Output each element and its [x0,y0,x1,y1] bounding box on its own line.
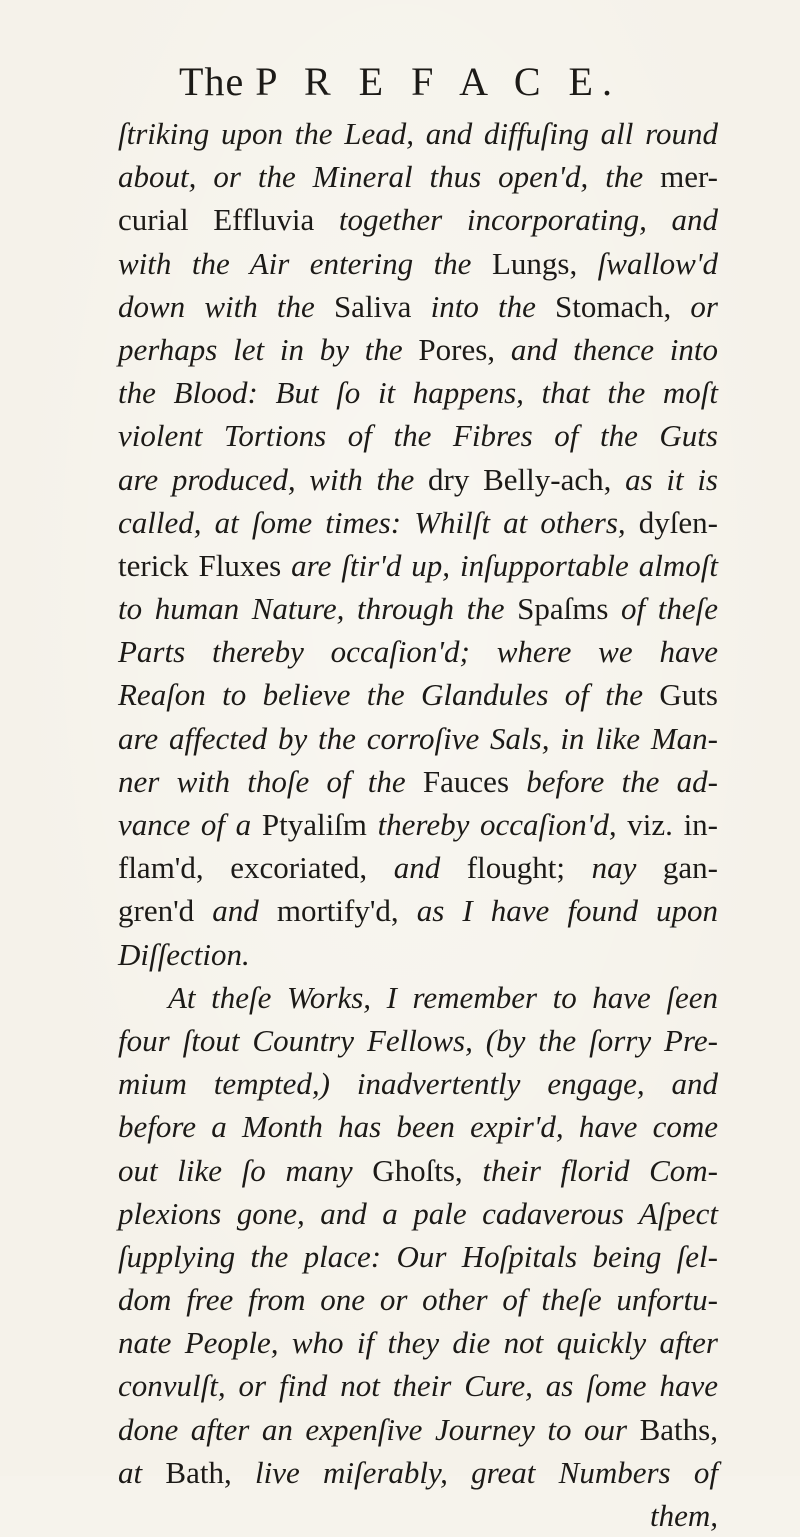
text-line [118,1278,718,1321]
text-segment: are affected by the corroſive Sals, in like Man- [118,720,718,756]
text-line [118,1149,718,1192]
text-segment: curial Effluvia [118,202,339,238]
text-segment: Stomach, [555,288,691,324]
text-segment: down with the [118,288,334,324]
text-segment: and thence into [510,331,719,367]
text-line [118,587,718,630]
text-line [118,328,718,371]
preface-body-text [118,112,718,1537]
text-line [118,285,718,328]
text-line [118,1105,718,1148]
text-segment: perhaps let in by the [118,331,419,367]
text-segment: dry Belly-ach, [428,461,626,497]
text-line [118,544,718,587]
text-segment: and [393,850,467,886]
text-segment: Parts thereby occaſion'd; where we have [118,634,718,670]
text-line [118,198,718,241]
text-segment: Baths, [639,1411,718,1447]
text-segment: are ſtir'd up, inſupportable almoſt [291,547,718,583]
text-segment: dyſen- [638,504,718,540]
text-line [118,803,718,846]
text-line [118,673,718,716]
text-segment: mer- [660,159,718,195]
text-segment: called, at ſome times: Whilſt at others, [118,504,639,540]
text-segment: terick Fluxes [118,547,292,583]
text-segment: flought; [466,850,592,886]
text-segment: nate People, who if they die not quickly after [118,1325,718,1361]
text-segment: of theſe [621,591,718,627]
text-segment: four ſtout Country Fellows, (by the ſorry Pre- [118,1022,718,1058]
text-line [118,458,718,501]
text-line [118,155,718,198]
text-segment: flam'd, excoriated, [118,850,394,886]
text-line [118,1494,718,1537]
text-segment: viz. in- [627,807,719,842]
text-segment: Lungs, [491,245,598,281]
text-segment: Ghoſts, [372,1152,483,1188]
running-header [0,59,800,104]
text-segment: out like ſo many [118,1152,373,1188]
text-line [118,112,718,155]
text-line [118,242,718,285]
text-segment: Spaſms [517,591,622,627]
text-segment: Diſſection. [118,936,250,972]
text-line [118,760,718,803]
text-segment: thereby occaſion'd, [377,807,628,842]
text-line [118,1062,718,1105]
text-segment: with the Air entering the [118,245,492,281]
text-segment: before the ad- [526,763,718,799]
text-segment: vance of a [118,807,262,842]
text-segment: their florid Com- [482,1152,718,1188]
text-segment: Guts [659,677,718,713]
text-segment: mium tempted,) inadvertently engage, and [118,1066,718,1102]
text-segment: live miſerably, great Numbers of [254,1454,718,1490]
text-line [118,371,718,414]
text-line [118,976,718,1019]
text-segment: the Blood: But ſo it happens, that the moſt [118,375,718,411]
text-segment: or [690,288,718,324]
text-segment: mortify'd, [276,893,417,929]
text-line [118,846,718,889]
text-segment: as it is [625,461,718,497]
text-line [118,889,718,932]
text-segment: nay [591,850,663,886]
text-line [118,1321,718,1364]
text-segment: them, [649,1498,718,1533]
text-segment: before a Month has been expir'd, have come [118,1109,718,1145]
text-line [118,1235,718,1278]
text-segment: ſwallow'd [597,245,718,281]
text-line [118,1019,718,1062]
text-line [118,1192,718,1235]
text-segment: violent Tortions of the Fibres of the Guts [118,418,718,454]
text-segment: about, or the Mineral thus open'd, the [118,159,661,195]
text-segment: convulſt, or find not their Cure, as ſome have [118,1368,718,1404]
text-segment: At theſe Works, I remember to have ſeen [168,979,718,1015]
text-segment: dom free from one or other of theſe unfortu- [118,1282,718,1318]
text-segment: Pores, [418,331,511,367]
text-line [118,1364,718,1407]
text-line [118,414,718,457]
running-header-preface: P R E F A C E. [255,59,621,104]
text-segment: plexions gone, and a pale cadaverous Aſpect [118,1195,718,1231]
text-line [118,1408,718,1451]
text-segment: into the [430,288,556,324]
text-line [118,1451,718,1494]
text-segment: and [212,893,277,929]
text-segment: ſupplying the place: Our Hoſpitals being ſel- [118,1238,718,1274]
text-segment: Saliva [333,288,431,324]
text-line [118,717,718,760]
text-segment: are produced, with the [118,461,429,497]
text-line [118,501,718,544]
text-line [118,933,718,976]
text-segment: Reaſon to believe the Glandules of the [118,677,660,713]
text-segment: done after an expenſive Journey to our [118,1411,640,1447]
text-segment: as I have found upon [416,893,719,929]
text-segment: together incorporating, and [338,202,718,238]
running-header-the: The [179,59,245,104]
text-segment: Fauces [422,763,527,799]
text-segment: Bath, [165,1454,255,1490]
text-line [118,630,718,673]
text-segment: at [118,1454,166,1490]
text-segment: to human Nature, through the [118,591,518,627]
text-segment: gan- [662,850,719,886]
text-segment: ner with thoſe of the [118,763,423,799]
text-segment: Ptyaliſm [261,807,378,842]
text-segment: gren'd [118,893,213,929]
text-segment: ſtriking upon the Lead, and diffuſing all round [118,116,718,151]
